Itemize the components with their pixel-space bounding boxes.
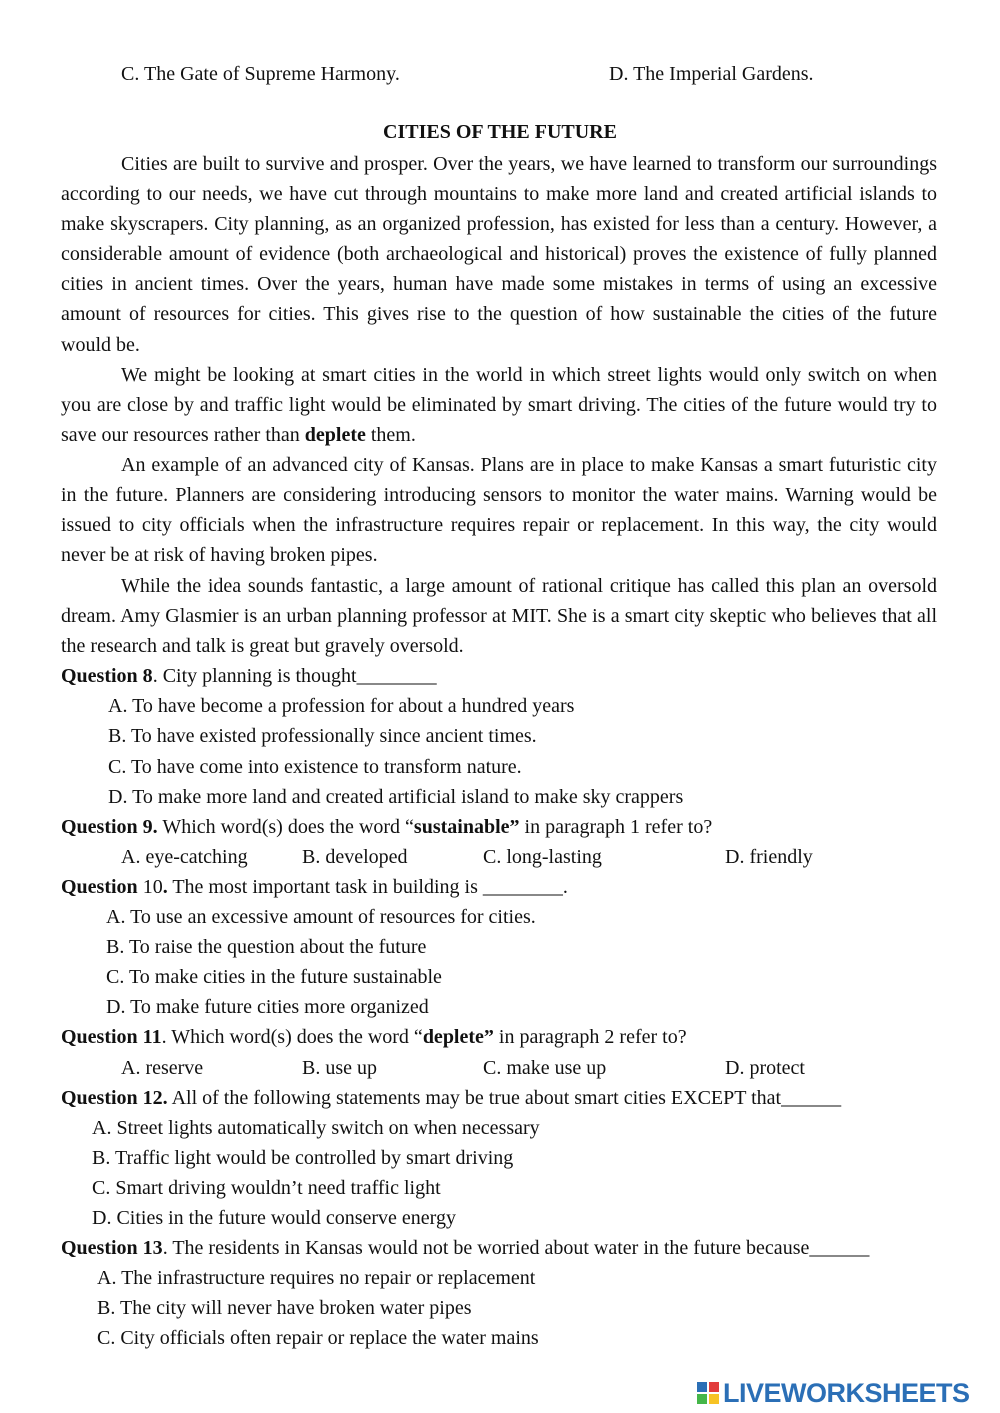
question-13-option-c[interactable]: C. City officials often repair or replace the water mains xyxy=(97,1327,539,1349)
question-12-label: Question 12. xyxy=(61,1087,168,1109)
question-12-option-d[interactable]: D. Cities in the future would conserve energy xyxy=(92,1207,456,1229)
question-11-text: . Which word(s) does the word “ xyxy=(161,1026,423,1048)
question-10-option-b[interactable]: B. To raise the question about the future xyxy=(106,936,427,958)
question-11-keyword: deplete” xyxy=(422,1026,494,1048)
question-9-label: Question 9. xyxy=(61,816,158,838)
question-13 xyxy=(61,1233,869,1263)
liveworksheets-logo-icon xyxy=(697,1382,719,1404)
question-10-option-a[interactable]: A. To use an excessive amount of resources for cities. xyxy=(106,906,536,928)
question-10-text: The most important task in building is ________. xyxy=(167,876,568,898)
paragraph-2-end: them. xyxy=(365,424,416,447)
liveworksheets-logo[interactable] xyxy=(697,1378,970,1408)
paragraph-1: Cities are built to survive and prosper. Over the years, we have learned to transform our surroundings according to our needs, we have cut through mountains to make more land and created artificial islands to make skyscrapers. City planning, as an organized profession, has existed for less than a century. However, a considerable amount of evidence (both archaeological and historical) proves the existence of fully planned cities in ancient times. Over the years, human have made some mistakes in terms of using an excessive amount of resources for cities. This gives rise to the question of how sustainable the cities of the future would be. xyxy=(61,153,937,356)
question-9-option-c[interactable]: C. long-lasting xyxy=(483,846,602,868)
liveworksheets-logo-text: LIVEWORKSHEETS xyxy=(723,1377,970,1408)
question-10-option-c[interactable]: C. To make cities in the future sustainable xyxy=(106,966,442,988)
question-8-option-b[interactable]: B. To have existed professionally since ancient times. xyxy=(108,725,537,747)
question-10-option-d[interactable]: D. To make future cities more organized xyxy=(106,996,429,1018)
question-11-option-c[interactable]: C. make use up xyxy=(483,1057,607,1079)
question-11-option-b[interactable]: B. use up xyxy=(302,1057,377,1079)
paragraph-2-text: We might be looking at smart cities in the world in which street lights would only switch on when you are close by and traffic light would be eliminated by smart driving. The cities of the future would try to save our resources rather than xyxy=(61,364,937,447)
question-12-text: All of the following statements may be true about smart cities EXCEPT that______ xyxy=(167,1087,842,1109)
question-9-option-d[interactable]: D. friendly xyxy=(725,846,813,868)
prev-option-d: D. The Imperial Gardens. xyxy=(609,63,814,85)
prev-option-c: C. The Gate of Supreme Harmony. xyxy=(121,63,400,85)
question-8-text: . City planning is thought________ xyxy=(152,665,437,687)
paragraph-2 xyxy=(61,360,937,450)
question-8-label: Question 8 xyxy=(61,665,153,687)
question-11-text-end: in paragraph 2 refer to? xyxy=(493,1026,687,1048)
question-8-option-a[interactable]: A. To have become a profession for about a hundred years xyxy=(108,695,575,717)
question-10-number: 10 xyxy=(137,876,163,898)
question-13-option-a[interactable]: A. The infrastructure requires no repair or replacement xyxy=(97,1267,536,1289)
question-12-option-c[interactable]: C. Smart driving wouldn’t need traffic light xyxy=(92,1177,441,1199)
question-12-option-b[interactable]: B. Traffic light would be controlled by smart driving xyxy=(92,1147,514,1169)
question-10-label: Question xyxy=(61,876,138,898)
question-8-option-d[interactable]: D. To make more land and created artificial island to make sky crappers xyxy=(108,786,684,808)
question-11-option-a[interactable]: A. reserve xyxy=(121,1057,204,1079)
question-13-text: . The residents in Kansas would not be worried about water in the future because______ xyxy=(162,1237,870,1259)
question-9-keyword: sustainable” xyxy=(413,816,520,838)
question-12 xyxy=(61,1083,841,1113)
paragraph-4: While the idea sounds fantastic, a large amount of rational critique has called this plan an oversold dream. Amy Glasmier is an urban planning professor at MIT. She is a smart city skeptic who believes that all the research and talk is great but gravely oversold. xyxy=(61,575,937,658)
question-10-dot: . xyxy=(162,876,168,898)
keyword-deplete: deplete xyxy=(304,424,366,447)
question-8-option-c[interactable]: C. To have come into existence to transform nature. xyxy=(108,756,522,778)
question-13-label: Question 13 xyxy=(61,1237,163,1259)
question-9-text-end: in paragraph 1 refer to? xyxy=(519,816,713,838)
question-8 xyxy=(61,661,437,691)
question-11-option-d[interactable]: D. protect xyxy=(725,1057,805,1079)
question-9-option-a[interactable]: A. eye-catching xyxy=(121,846,248,868)
paragraph-3: An example of an advanced city of Kansas. Plans are in place to make Kansas a smart futuristic city in the future. Planners are considering introducing sensors to monitor the water mains. Warning would be issued to city officials when the infrastructure requires repair or replacement. In this way, the city would never be at risk of having broken pipes. xyxy=(61,454,937,567)
question-10 xyxy=(61,872,568,902)
question-9 xyxy=(61,812,712,842)
question-11-label: Question 11 xyxy=(61,1026,162,1048)
question-9-option-b[interactable]: B. developed xyxy=(302,846,408,868)
question-11 xyxy=(61,1022,687,1052)
question-12-option-a[interactable]: A. Street lights automatically switch on when necessary xyxy=(92,1117,540,1139)
passage-title: CITIES OF THE FUTURE xyxy=(383,121,617,143)
question-9-text: Which word(s) does the word “ xyxy=(157,816,414,838)
question-13-option-b[interactable]: B. The city will never have broken water pipes xyxy=(97,1297,472,1319)
